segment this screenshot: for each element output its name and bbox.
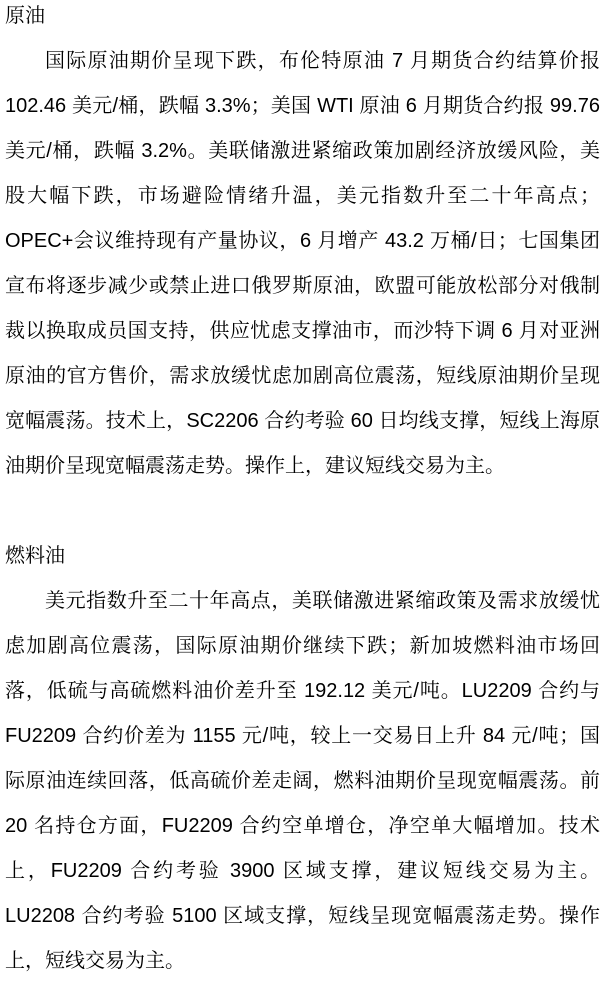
section-fuel-oil [5,534,600,984]
section-heading-crude-oil: 原油 [5,5,45,27]
section-heading-fuel-oil: 燃料油 [5,545,65,567]
crude-oil-paragraph: 国际原油期价呈现下跌，布伦特原油 7 月期货合约结算价报 102.46 美元/桶，跌幅 3.3%；美国 WTI 原油 6 月期货合约报 99.76 美元/桶，跌幅 3.2%。美联储激进紧缩政策加剧经济放缓风险，美股大幅下跌，市场避险情绪升温，美元指数升至二十年高点；OPEC+会议维持现有产量协议，6 月增产 43.2 万桶/日；七国集团宣布将逐步减少或禁止进口俄罗斯原油，欧盟可能放松部分对俄制裁以换取成员国支持，供应忧虑支撑油市，而沙特下调 6 月对亚洲原油的官方售价，需求放缓忧虑加剧高位震荡，短线原油期价呈现宽幅震荡。技术上，SC2206 合约考验 60 日均线支撑，短线上海原油期价呈现宽幅震荡走势。操作上，建议短线交易为主。 [5,50,600,477]
section-crude-oil [5,0,600,489]
fuel-oil-paragraph: 美元指数升至二十年高点，美联储激进紧缩政策及需求放缓忧虑加剧高位震荡，国际原油期价继续下跌；新加坡燃料油市场回落，低硫与高硫燃料油价差升至 192.12 美元/吨。LU2209 合约与 FU2209 合约价差为 1155 元/吨，较上一交易日上升 84 元/吨；国际原油连续回落，低高硫价差走阔，燃料油期价呈现宽幅震荡。前 20 名持仓方面，FU2209 合约空单增仓，净空单大幅增加。技术上，FU2209 合约考验 3900 区域支撑，建议短线交易为主。LU2208 合约考验 5100 区域支撑，短线呈现宽幅震荡走势。操作上，短线交易为主。 [5,590,600,972]
